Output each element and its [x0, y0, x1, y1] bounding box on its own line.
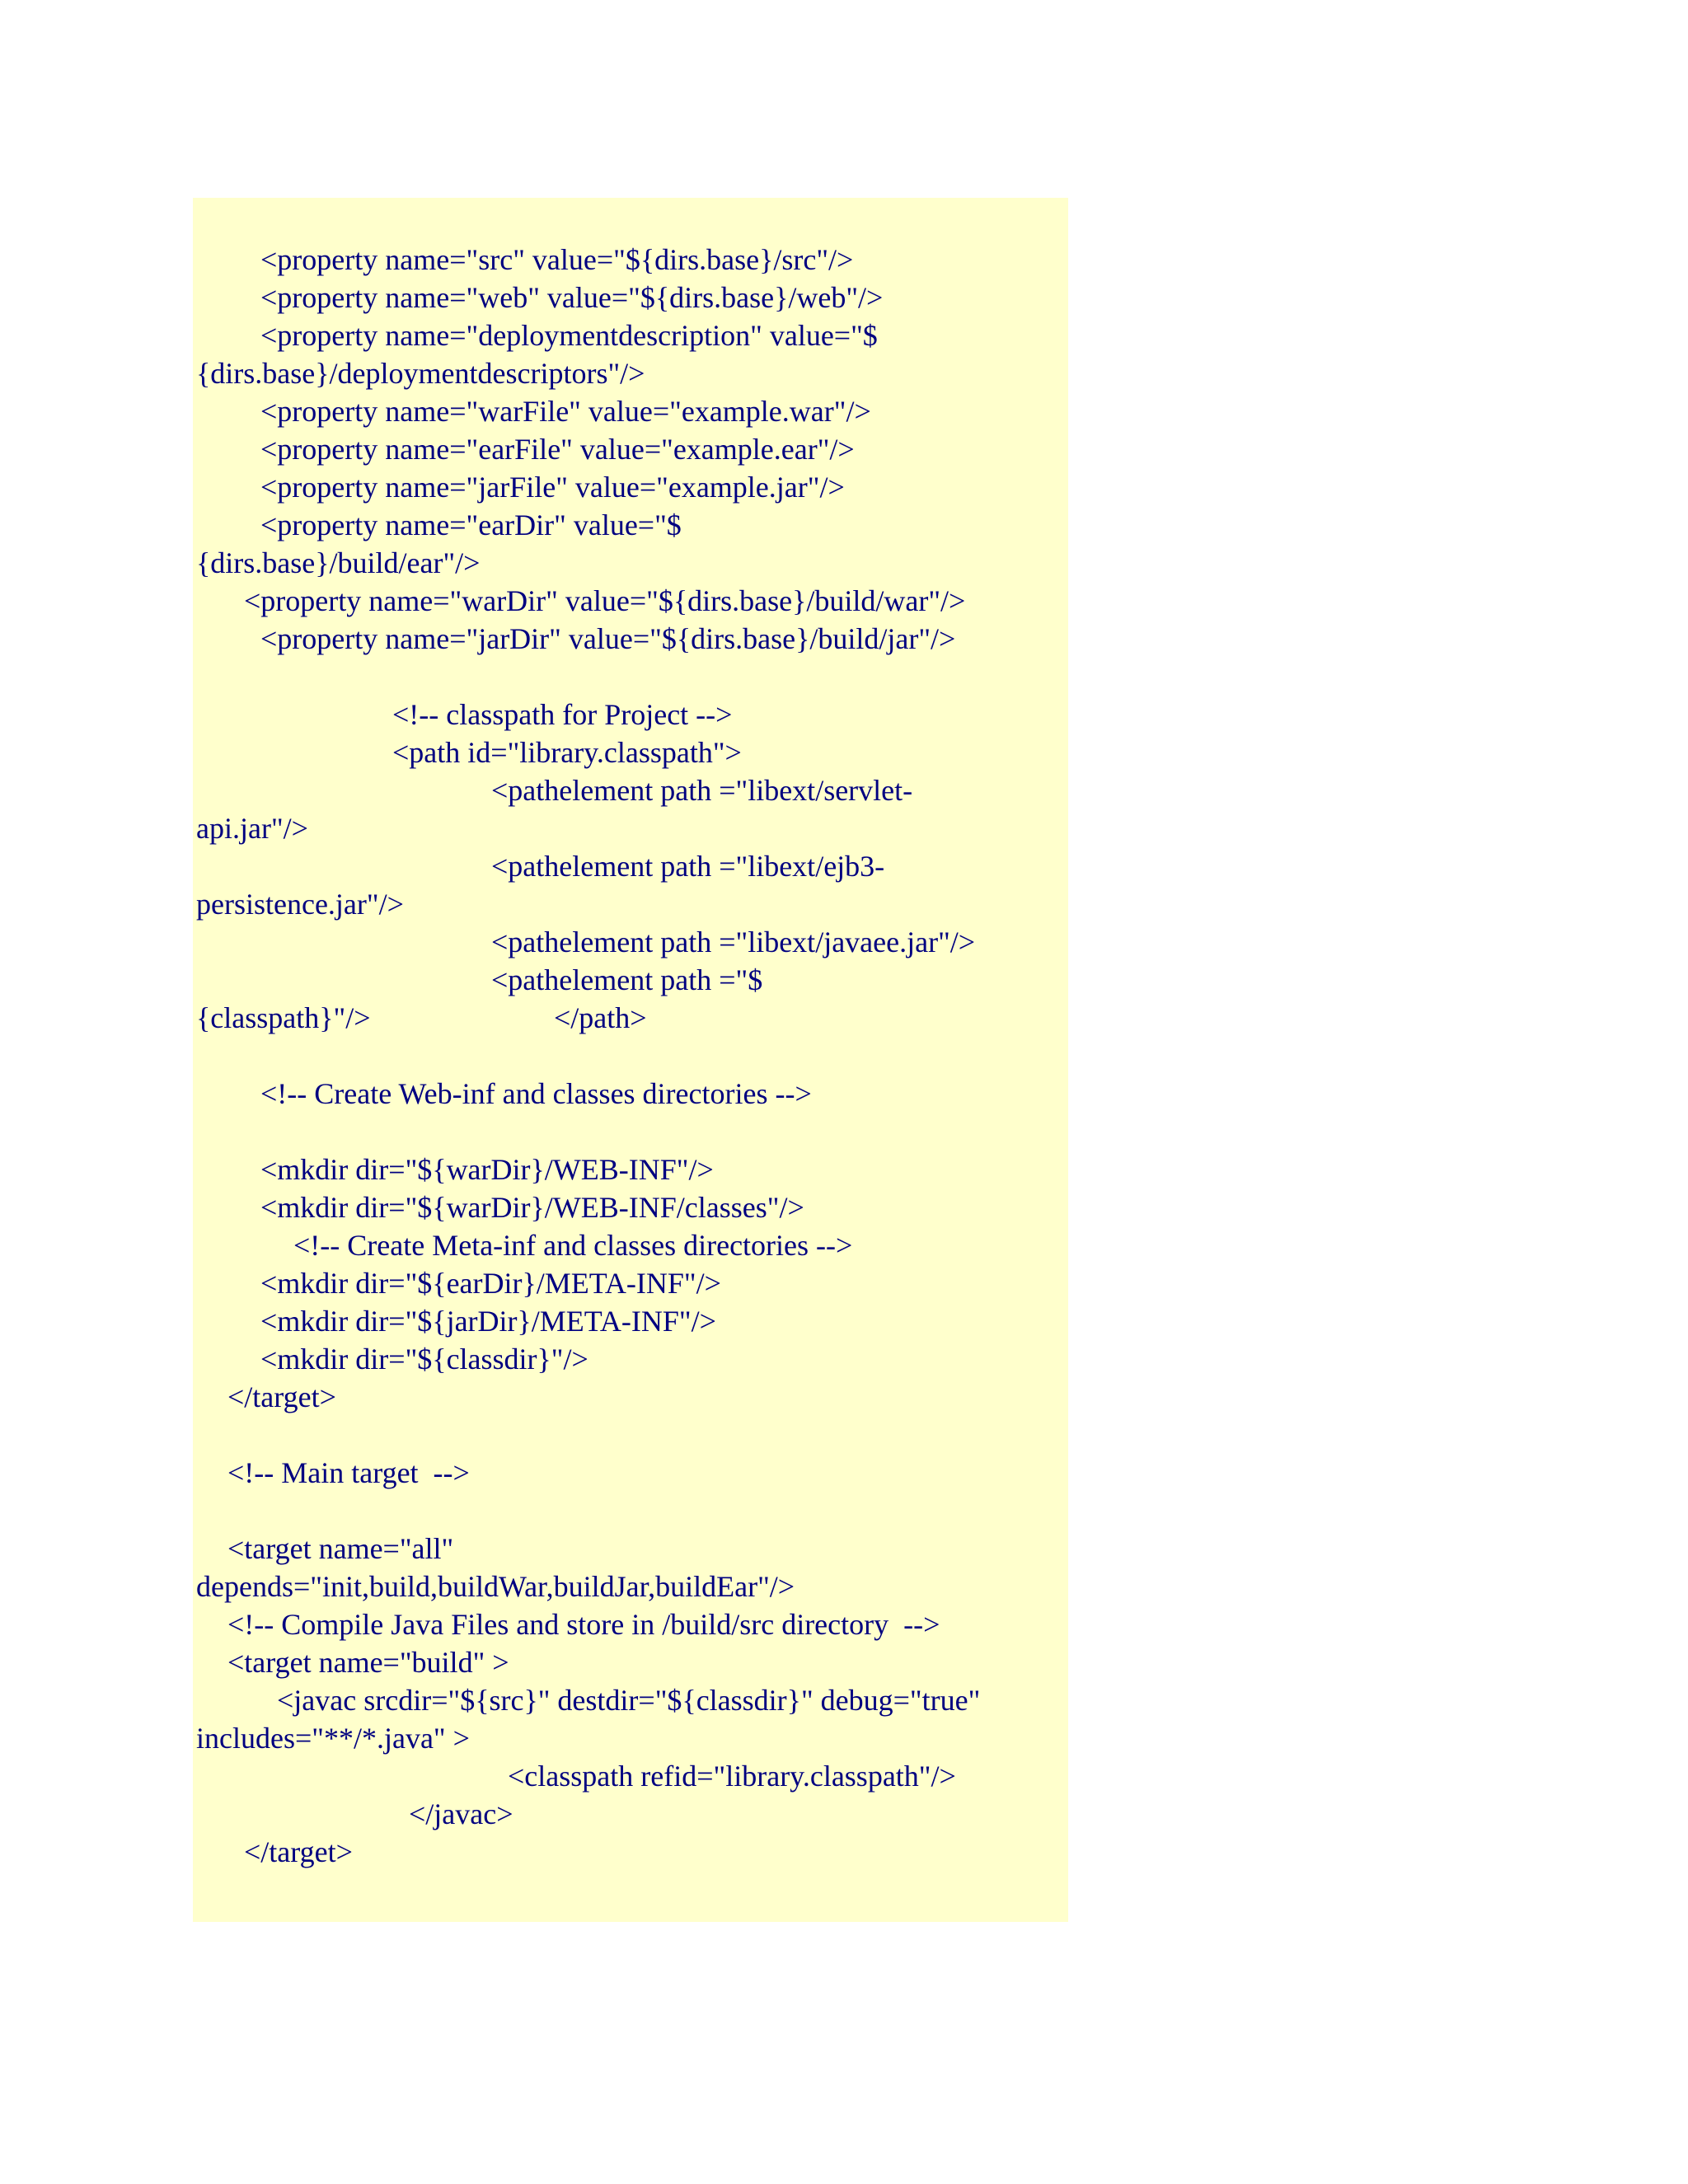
code-line: <property name="jarDir" value="${dirs.base}/build/jar"/>: [260, 622, 956, 655]
code-line: <property name="warDir" value="${dirs.base}/build/war"/>: [244, 584, 966, 617]
code-line: <!-- Compile Java Files and store in /build/src directory -->: [227, 1608, 940, 1641]
code-line: <target name="all": [227, 1532, 454, 1565]
code-line: <pathelement path ="libext/ejb3-: [491, 850, 885, 883]
code-line: <!-- Create Meta-inf and classes directories -->: [293, 1229, 853, 1262]
code-line: <javac srcdir="${src}" destdir="${classdir}" debug="true": [277, 1684, 981, 1717]
code-line: depends="init,build,buildWar,buildJar,buildEar"/>: [196, 1570, 795, 1603]
code-line: {dirs.base}/build/ear"/>: [196, 546, 481, 579]
code-line: <mkdir dir="${jarDir}/META-INF"/>: [260, 1305, 716, 1338]
code-line: <mkdir dir="${warDir}/WEB-INF"/>: [260, 1153, 714, 1186]
code-line: api.jar"/>: [196, 812, 308, 845]
code-line: <property name="earDir" value="$: [260, 509, 682, 541]
code-line: </path>: [554, 1001, 647, 1034]
code-line: <mkdir dir="${earDir}/META-INF"/>: [260, 1267, 721, 1300]
code-line: <property name="earFile" value="example.ear"/>: [260, 433, 855, 466]
code-line: </target>: [244, 1835, 353, 1868]
code-line: <mkdir dir="${warDir}/WEB-INF/classes"/>: [260, 1191, 804, 1224]
code-line: <!-- Create Web-inf and classes directories -->: [260, 1077, 812, 1110]
code-line: <mkdir dir="${classdir}"/>: [260, 1343, 588, 1376]
code-line: <pathelement path ="libext/servlet-: [491, 774, 913, 807]
code-line: <pathelement path ="libext/javaee.jar"/>: [491, 926, 976, 958]
code-line: {classpath}"/>: [196, 1001, 371, 1034]
code-line: <property name="warFile" value="example.war"/>: [260, 395, 871, 428]
code-line: <path id="library.classpath">: [392, 736, 742, 769]
code-line: <pathelement path ="$: [491, 963, 763, 996]
code-line: <target name="build" >: [227, 1646, 509, 1679]
code-line: <!-- Main target -->: [227, 1456, 470, 1489]
code-line: <!-- classpath for Project -->: [392, 698, 733, 731]
code-line: <property name="web" value="${dirs.base}/web"/>: [260, 281, 884, 314]
code-line: <property name="src" value="${dirs.base}/src"/>: [260, 243, 854, 276]
code-line: </target>: [227, 1380, 336, 1413]
code-line: <property name="deploymentdescription" value="$: [260, 319, 878, 352]
code-line: persistence.jar"/>: [196, 888, 404, 921]
code-line: {dirs.base}/deploymentdescriptors"/>: [196, 357, 645, 390]
code-line: </javac>: [409, 1797, 513, 1830]
code-line: <property name="jarFile" value="example.jar"/>: [260, 471, 845, 504]
code-listing: [193, 198, 1068, 1922]
code-line: includes="**/*.java" >: [196, 1722, 470, 1755]
code-line: <classpath refid="library.classpath"/>: [508, 1760, 956, 1793]
